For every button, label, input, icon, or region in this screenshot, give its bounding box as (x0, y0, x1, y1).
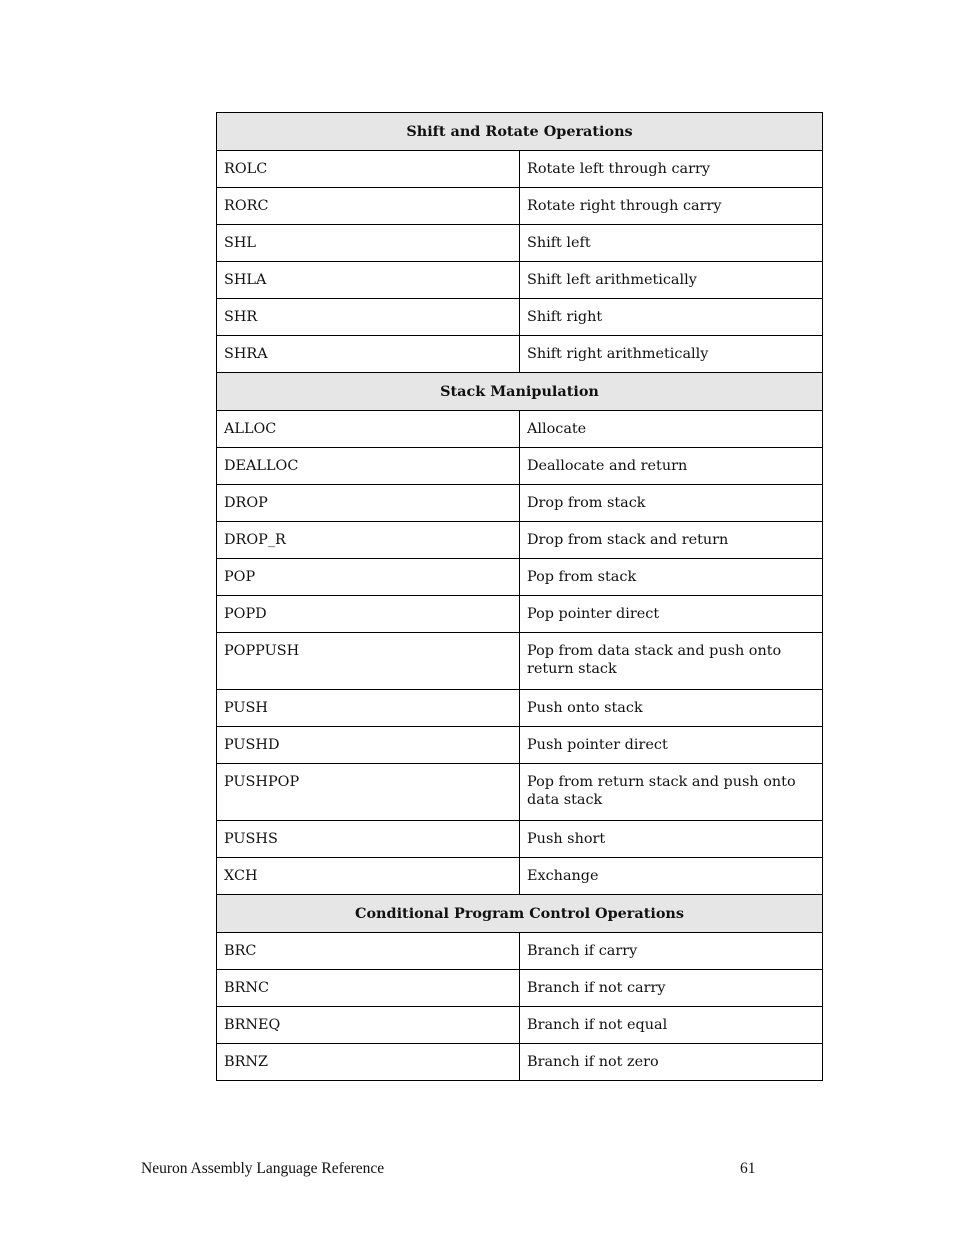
mnemonic-cell: BRNEQ (217, 1007, 520, 1044)
description-cell: Shift left arithmetically (520, 262, 823, 299)
mnemonic-cell: ALLOC (217, 411, 520, 448)
table-row (217, 559, 823, 596)
description-cell: Branch if not zero (520, 1044, 823, 1081)
description-cell: Allocate (520, 411, 823, 448)
description-cell: Drop from stack (520, 485, 823, 522)
table-row (217, 336, 823, 373)
table-row (217, 262, 823, 299)
mnemonic-cell: POPD (217, 596, 520, 633)
mnemonic-cell: BRNC (217, 970, 520, 1007)
mnemonic-cell: ROLC (217, 151, 520, 188)
description-cell: Branch if not equal (520, 1007, 823, 1044)
description-cell: Pop pointer direct (520, 596, 823, 633)
table-row (217, 188, 823, 225)
description-cell: Branch if carry (520, 933, 823, 970)
table-row (217, 299, 823, 336)
description-cell: Branch if not carry (520, 970, 823, 1007)
description-cell: Push onto stack (520, 690, 823, 727)
table-row (217, 151, 823, 188)
description-line: Pop from data stack and push onto (527, 643, 782, 659)
table-row (217, 1044, 823, 1081)
mnemonic-cell: XCH (217, 858, 520, 895)
mnemonic-cell: DEALLOC (217, 448, 520, 485)
mnemonic-cell: BRC (217, 933, 520, 970)
table-row (217, 970, 823, 1007)
mnemonic-cell: SHR (217, 299, 520, 336)
description-cell: Push short (520, 821, 823, 858)
table-row (217, 411, 823, 448)
footer-document-title: Neuron Assembly Language Reference (141, 1160, 385, 1177)
table-row (217, 225, 823, 262)
mnemonic-cell: PUSHD (217, 727, 520, 764)
mnemonic-cell: POPPUSH (217, 633, 520, 690)
instruction-table-body (217, 113, 823, 1081)
table-row (217, 764, 823, 821)
section-title: Stack Manipulation (217, 373, 823, 411)
table-row (217, 858, 823, 895)
description-cell: Pop from stack (520, 559, 823, 596)
mnemonic-cell: PUSHPOP (217, 764, 520, 821)
table-row (217, 522, 823, 559)
mnemonic-cell: POP (217, 559, 520, 596)
table-row (217, 633, 823, 690)
table-row (217, 448, 823, 485)
description-line: data stack (527, 792, 603, 808)
table-row (217, 690, 823, 727)
instruction-table (216, 112, 823, 1081)
description-cell (520, 764, 823, 821)
table-row (217, 596, 823, 633)
description-cell: Shift right (520, 299, 823, 336)
description-cell: Drop from stack and return (520, 522, 823, 559)
mnemonic-cell: BRNZ (217, 1044, 520, 1081)
description-cell (520, 633, 823, 690)
mnemonic-cell: SHRA (217, 336, 520, 373)
description-cell: Rotate left through carry (520, 151, 823, 188)
description-cell: Deallocate and return (520, 448, 823, 485)
mnemonic-cell: DROP (217, 485, 520, 522)
table-row (217, 727, 823, 764)
description-line: Pop from return stack and push onto (527, 774, 796, 790)
mnemonic-cell: PUSHS (217, 821, 520, 858)
description-cell: Push pointer direct (520, 727, 823, 764)
description-cell: Exchange (520, 858, 823, 895)
section-header-row (217, 113, 823, 151)
mnemonic-cell: SHL (217, 225, 520, 262)
mnemonic-cell: PUSH (217, 690, 520, 727)
mnemonic-cell: DROP_R (217, 522, 520, 559)
description-cell: Rotate right through carry (520, 188, 823, 225)
footer-page-number: 61 (740, 1160, 756, 1177)
table-row (217, 1007, 823, 1044)
section-header-row (217, 373, 823, 411)
table-row (217, 485, 823, 522)
section-title: Conditional Program Control Operations (217, 895, 823, 933)
section-title: Shift and Rotate Operations (217, 113, 823, 151)
table-row (217, 821, 823, 858)
section-header-row (217, 895, 823, 933)
mnemonic-cell: RORC (217, 188, 520, 225)
table-row (217, 933, 823, 970)
description-line: return stack (527, 661, 617, 677)
description-cell: Shift right arithmetically (520, 336, 823, 373)
mnemonic-cell: SHLA (217, 262, 520, 299)
description-cell: Shift left (520, 225, 823, 262)
